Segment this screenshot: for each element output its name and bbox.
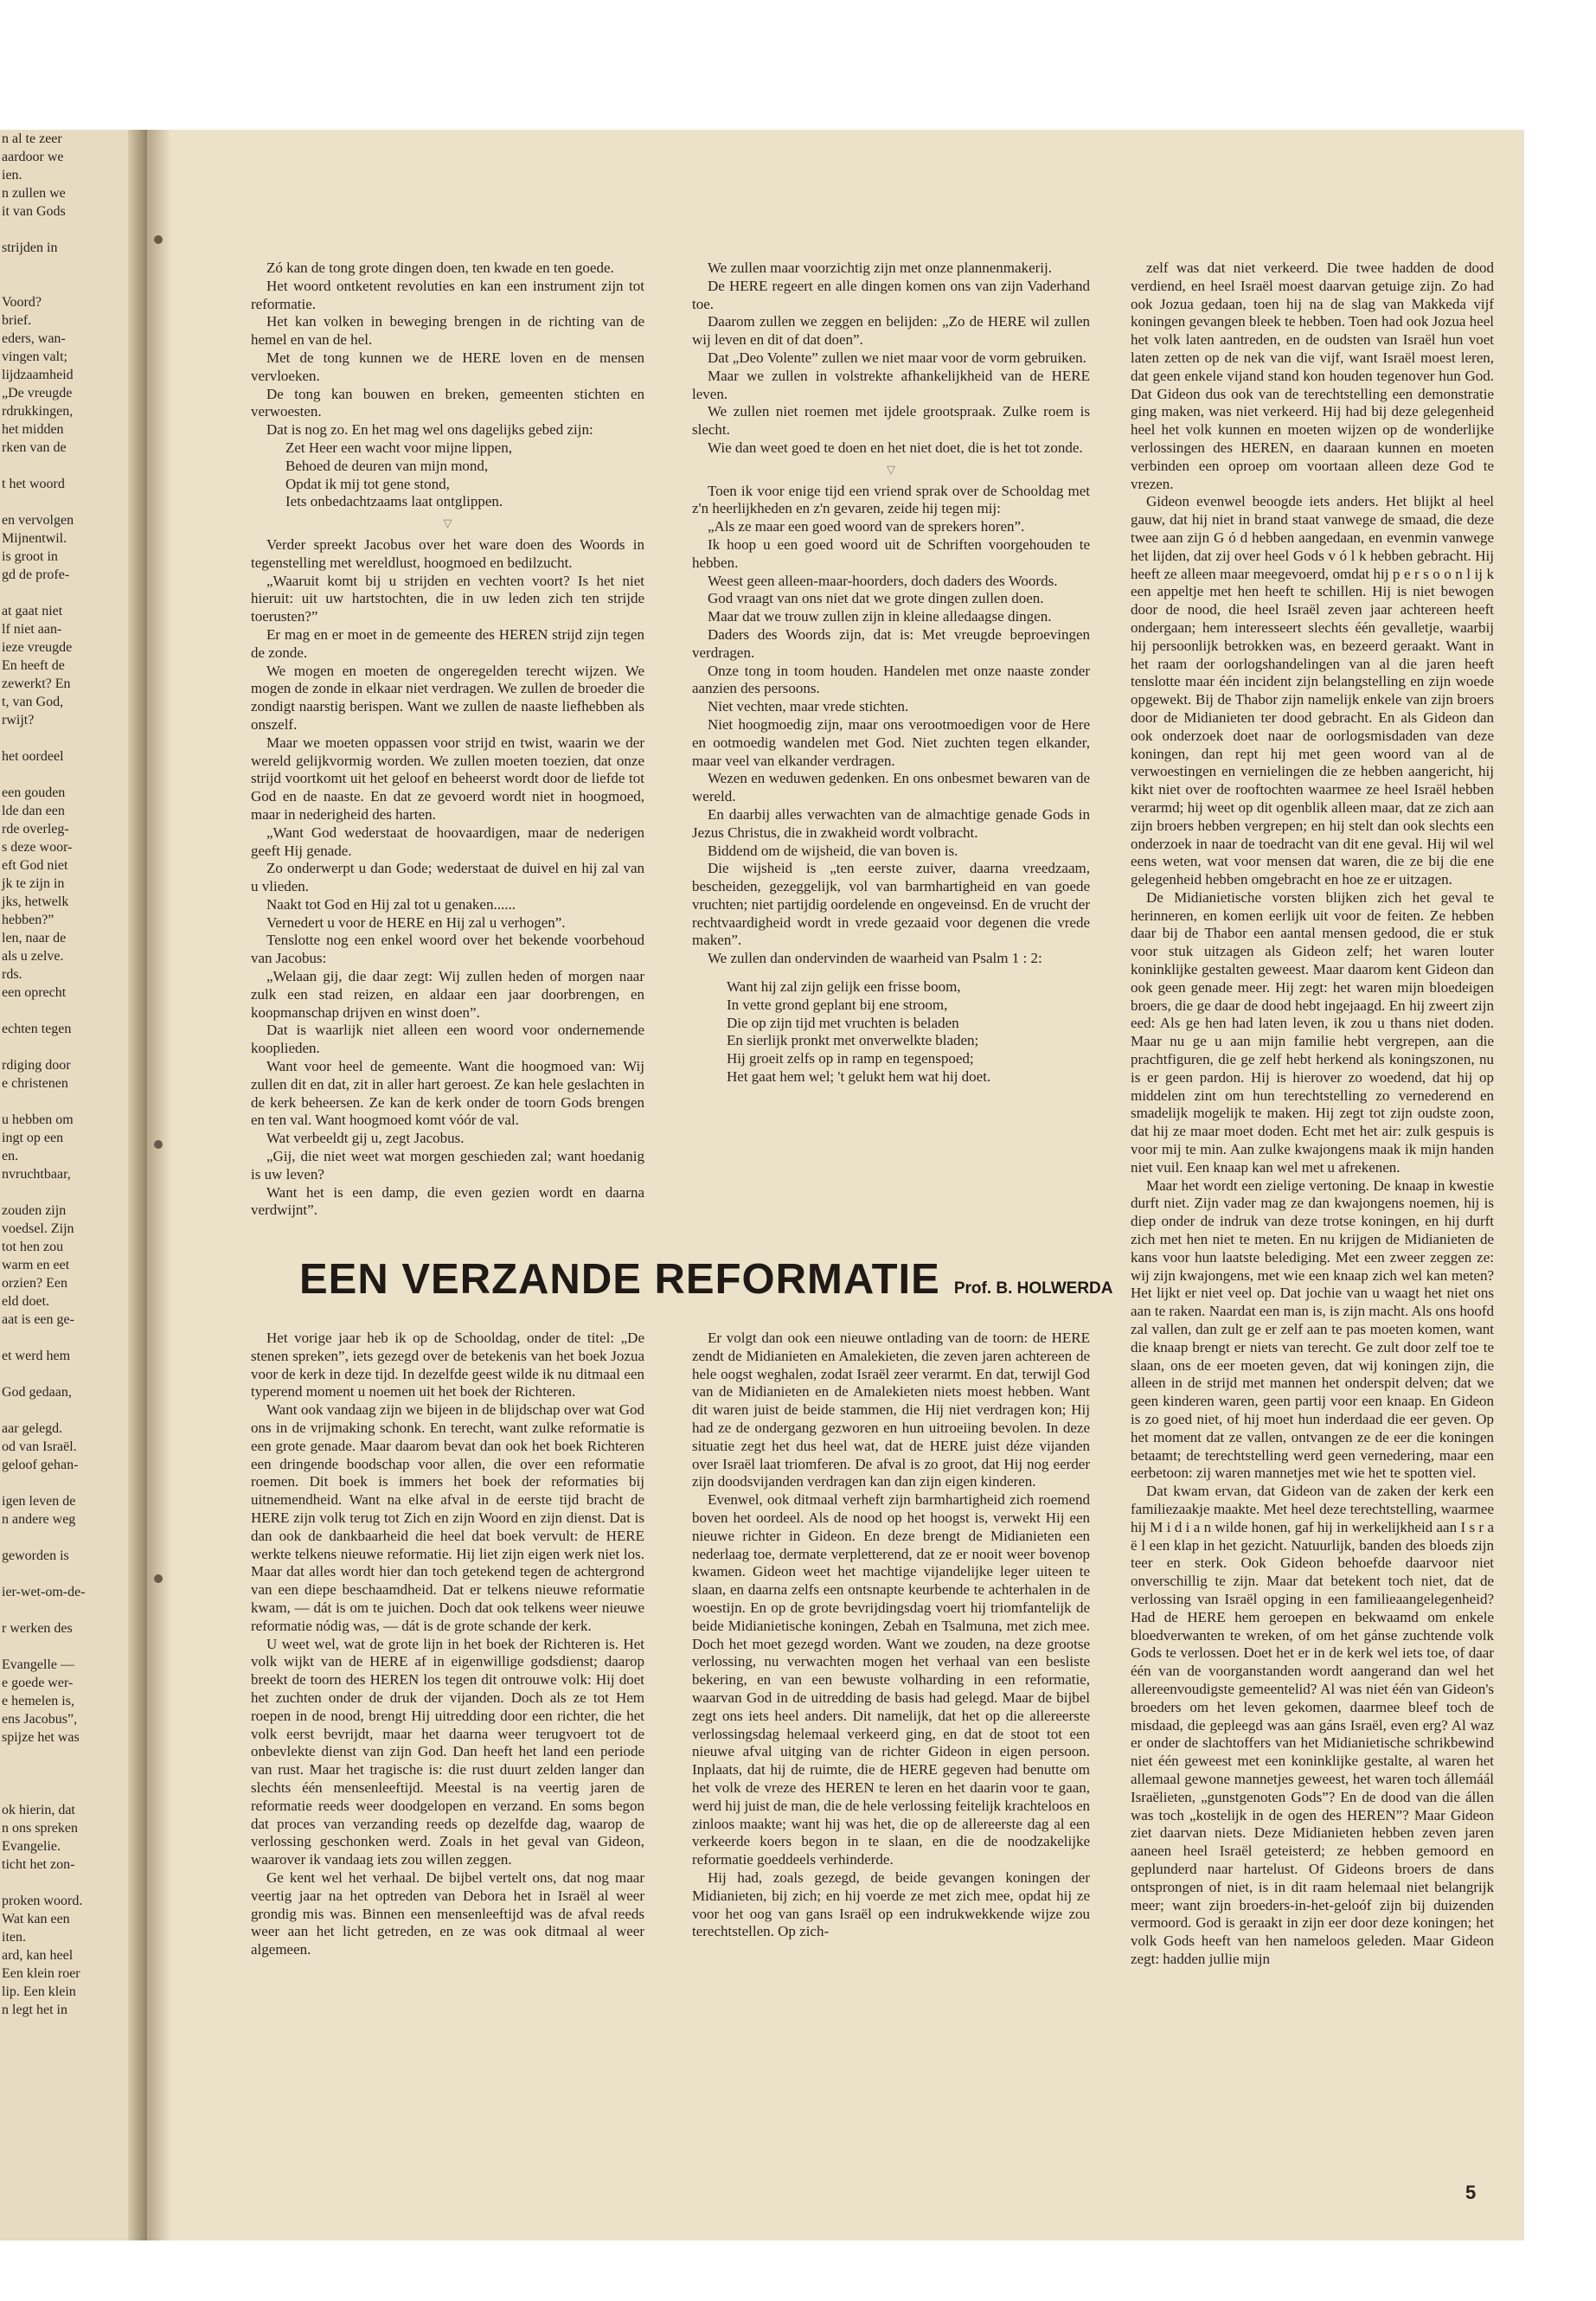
previous-page-line xyxy=(0,1038,147,1056)
column-2 xyxy=(692,260,1090,1086)
headline-author: Prof. B. HOLWERDA xyxy=(953,1279,1113,1298)
previous-page-line: als u zelve. xyxy=(2,949,64,964)
paragraph: God vraagt van ons niet dat we grote dingen zullen doen. xyxy=(708,590,1044,607)
previous-page-line: tot hen zou xyxy=(2,1240,64,1254)
previous-page-line: Evangelle — xyxy=(2,1657,74,1672)
binding-hole-mark xyxy=(154,1140,163,1149)
paragraph: Maar we zullen in volstrekte afhankelijkheid van de HERE leven. xyxy=(692,367,1090,402)
previous-page-line xyxy=(0,766,147,784)
paragraph: „Welaan gij, die daar zegt: Wij zullen heden of morgen naar zulk een stad reizen, en aldaar een jaar doorbrengen, en koopmanschap drijven en winst doen”. xyxy=(251,968,644,1021)
previous-page-line: lip. Een klein xyxy=(2,1984,76,1999)
previous-page-line xyxy=(0,1601,147,1619)
paragraph: Daders des Woords zijn, dat is: Met vreugde beproevingen verdragen. xyxy=(692,625,1090,661)
previous-page-line: En heeft de xyxy=(2,658,65,673)
previous-page-line: rken van de xyxy=(2,440,67,455)
previous-page-line: len, naar de xyxy=(2,931,67,945)
paragraph: Want ook vandaag zijn we bijeen in de blijdschap over wat God ons in de vrijmaking schonk. En terecht, want zulke reformatie is een grote genade. Maar daarom bevat dan ook het boek Richteren een dringende boodschap voor allen, die over een reformatie roemen. Dit boek is immers het boek der reformaties bij uitnemendheid. Want na elke afval in de eerste tijd bracht de HERE zijn volk terug tot Zich en zijn Woord en zijn dienst. Dat is dan ook de dankbaarheid die heel dat boek vervult: de HERE werkte telkens nieuwe reformatie. Hij liet zijn eigen werk niet los. Maar dat alles wordt hier dan toch getekend tegen de achtergrond van een diepe beschaamdheid. Dat er telkens nieuwe reformatie kwam, — dát is om te juichen. Doch dat ook telkens weer nieuwe reformatie nódig was, — dát is de grote schande der kerk. xyxy=(251,1401,644,1634)
previous-page-line: it van Gods xyxy=(2,204,66,219)
previous-page-line xyxy=(0,1474,147,1492)
section-separator: ▽ xyxy=(443,516,452,530)
newspaper-page xyxy=(149,130,1524,2240)
previous-page-line: zewerkt? En xyxy=(2,676,71,691)
previous-page-line xyxy=(0,1565,147,1583)
paragraph: Wat verbeeldt gij u, zegt Jacobus. xyxy=(266,1130,465,1147)
previous-page-line: een oprecht xyxy=(2,985,67,1000)
previous-page-line: lf niet aan- xyxy=(2,622,62,637)
section-separator: ▽ xyxy=(887,462,895,476)
previous-page-line: ien. xyxy=(2,168,22,183)
paragraphs xyxy=(251,1330,644,1959)
previous-page-line: s deze woor- xyxy=(2,840,73,855)
previous-page-line: aar gelegd. xyxy=(2,1421,63,1436)
paragraph: Het woord ontketent revoluties en kan een instrument zijn tot reformatie. xyxy=(251,277,644,312)
previous-page-line: vingen valt; xyxy=(2,349,67,364)
previous-page-line xyxy=(0,1093,147,1111)
previous-page-line xyxy=(0,257,147,275)
paragraph: Onze tong in toom houden. Handelen met onze naaste zonder aanzien des persoons. xyxy=(692,662,1090,697)
previous-page-line: ard, kan heel xyxy=(2,1948,74,1963)
verse-block xyxy=(251,439,644,511)
paragraph: Dat is waarlijk niet alleen een woord voor ondernemende kooplieden. xyxy=(251,1022,644,1057)
previous-page-line: het midden xyxy=(2,422,64,437)
previous-page-line: Een klein roer xyxy=(2,1966,80,1981)
paragraph: Niet hoogmoedig zijn, maar ons verootmoedigen voor de Here en ootmoedig wandelen met God. Niet zuchten tegen elkander, maar veel van elkander verdragen. xyxy=(692,715,1090,769)
paragraph: Want voor heel de gemeente. Want die hoogmoed van: Wij zullen dit en dat, zit in aller hart geroest. Ze kan hele geslachten in de kerk beheersen. Ze kan de kerk onder de toorn Gods brengen en ten val. Want hoogmoed komt vóór de val. xyxy=(251,1058,644,1129)
previous-page-line: ier-wet-om-de- xyxy=(2,1585,86,1599)
binding-hole-mark xyxy=(154,1574,163,1583)
paragraph: Het kan volken in beweging brengen in de richting van de hemel en van de hel. xyxy=(251,313,644,349)
previous-page-line: Evangelie. xyxy=(2,1839,61,1854)
paragraph: Dat kwam ervan, dat Gideon van de zaken der kerk een familiezaakje maakte. Met heel deze terechtstelling, waarmee hij M i d i a n wilde honen, gaf hij in werkelijkheid aan I s r a ë l een klap in het gezicht. Natuurlijk, banden des bloeds zijn teer en sterk. Ook Gideon behoefde daarvoor niet onverschillig te zijn. Maar dat betekent toch niet, dat de verlossing van Israël opging in een familieaangelegenheid? Had de HERE hem geroepen en bekwaamd om enkele bloedverwanten te wreken, of om het gánse zuchtende volk Gods te verlossen. Doet het er in de kerk wel iets toe, of daar één van de voorganstanden wordt aangerand dan wel het allereenvoudigste gemeentelid? Al was niet één van Gideon's broeders om het leven gekomen, daarmee bleef toch de misdaad, die gepleegd was aan gáns Israël, even erg? Al waz er onder de slachtoffers van het Midianietische schrikbewind niet één geweest met een koninklijke gestalte, al waren het allemaal gewone mannetjes geweest, het waren toch állemáál Israëlieten, „gunstgenoten Gods”? En de dood van die állen was toch „kostelijk in de ogen des HEREN”? Maar Gideon ziet daarvan niets. Deze Midianieten hebben zeven jaren aaneen heel Israël geteisterd; ze hebben gemoord en geplunderd naar hartelust. Of Gideons broers de dans ontsprongen of niet, is in dit raam helemaal niet belangrijk meer; want zijn broeders-in-het-geloóf zijn bij duizenden vermoord. God is geraakt in zijn eer door deze koningen; het volk Gods heeft van hen nameloos geleden. Maar Gideon zegt: hadden jullie mijn xyxy=(1131,1483,1494,1967)
previous-page-line: Mijnentwil. xyxy=(2,531,67,546)
previous-page-line: iten. xyxy=(2,1930,26,1945)
previous-page-line: brief. xyxy=(2,313,32,328)
previous-page-line: orzien? Een xyxy=(2,1276,67,1291)
previous-page-line xyxy=(0,457,147,475)
paragraph: Biddend om de wijsheid, die van boven is. xyxy=(708,842,958,859)
verse-line: Opdat ik mij tot gene stond, xyxy=(285,475,450,492)
previous-page-line xyxy=(0,493,147,511)
previous-page-line xyxy=(0,584,147,602)
previous-page-line: ieze vreugde xyxy=(2,640,73,655)
paragraph: Evenwel, ook ditmaal verheft zijn barmhartigheid zich roemend boven het oordeel. Als de nood op het hoogst is, verwekt Hij een nieuwe richter in Gideon. En deze brengt de Midianieten een nederlaag toe, dermate verpletterend, dat ze er nooit weer bovenop kwamen. Gideon weet het machtige vijandelijke leger uiteen te slaan, en daarna zelfs een ontsnapte keurbende te achterhalen in de woestijn. En op de grote bevrijdingsdag voert hij triomfantelijk de beide Midianietische koningen, Zebah en Tsalmuna, met zich mee. Doch het moet gezegd worden. Want we zouden, na deze grootse verlossing, nu verwachten mogen het verhaal van een besliste bekering, en van een bewuste volharding in een reformatie, waarvan God in de uitredding de basis had gelegd. Maar de bijbel zegt ons iets heel anders. Dit namelijk, dat het op die allereerste verlossingsdag helemaal verkeerd ging, en dat de stoot tot een nieuwe afval uitging van de richter Gideon in eigen persoon. Inplaats, dat hij de ruimte, die de HERE gegeven had benutte om het volk de vreze des HEREN te leren en het daarin voor te gaan, werd hij juist de man, die de hele verlossing feitelijk krachteloos en zinloos maakte; want hij was het, die op de allereerste dag al een verkeerde koers begon in te slaan, en die de noodzakelijke reformatie goeddeels verhinderde. xyxy=(692,1491,1090,1868)
previous-page-line: n andere weg xyxy=(2,1512,76,1527)
previous-page-line: at gaat niet xyxy=(2,604,63,619)
paragraph: De tong kan bouwen en breken, gemeenten stichten en verwoesten. xyxy=(251,385,644,420)
paragraph: We zullen niet roemen met ijdele grootspraak. Zulke roem is slecht. xyxy=(692,403,1090,439)
previous-page-line xyxy=(0,1183,147,1202)
previous-page-line xyxy=(0,275,147,293)
verse-line: Iets onbedachtzaams laat ontglippen. xyxy=(285,493,503,510)
paragraph: Het vorige jaar heb ik op de Schooldag, onder de titel: „De stenen spreken”, iets gezegd over de betekenis van het boek Jozua voor de kerk in deze tijd. In dezelfde geest wilde ik nu ditmaal een typerend moment u noemen uit het boek der Richteren. xyxy=(251,1330,644,1400)
previous-page-line xyxy=(0,1529,147,1547)
previous-page-line xyxy=(0,1638,147,1656)
previous-page-line: geloof gehan- xyxy=(2,1458,79,1472)
previous-page-line xyxy=(0,221,147,239)
previous-page-line: n al te zeer xyxy=(2,131,62,146)
paragraph: U weet wel, wat de grote lijn in het boek der Richteren is. Het volk wijkt van de HERE af in eigenwillige godsdienst; daarop breekt de toorn des HEREN los tegen dit ontrouwe volk: Hij doet het zuchten onder de druk der vijanden. Doch als ze tot Hem roepen in de nood, brengt Hij uitredding door een richter, die het volk eerst bevrijdt, maar het daarna weer terugvoert tot de onbevlekte dienst van zijn God. Dan heeft het land een periode van rust. Maar het tragische is: die rust duurt zelden langer dan slechts één mensenleeftijd. Meestal is na veertig jaren de reformatie reeds weer doodgelopen en verzand. En soms begon dat proces van verzanding reeds op dezelfde dag, waarop de verlossing geschonken werd. Zoals in het geval van Gideon, waarover ik vandaag iets zou willen zeggen. xyxy=(251,1635,644,1868)
paragraph: Wezen en weduwen gedenken. En ons onbesmet bewaren van de wereld. xyxy=(692,770,1090,805)
previous-page-line: ok hierin, dat xyxy=(2,1803,75,1817)
previous-page-line: od van Israël. xyxy=(2,1439,77,1454)
verse-line: Die op zijn tijd met vruchten is beladen xyxy=(727,1014,959,1031)
paragraphs xyxy=(692,260,1090,458)
paragraph: „Gij, die niet weet wat morgen geschieden zal; want hoedanig is uw leven? xyxy=(251,1148,644,1183)
previous-page-line: rde overleg- xyxy=(2,822,69,836)
paragraph: Er volgt dan ook een nieuwe ontlading van de toorn: de HERE zendt de Midianieten en Amalekieten, die zeven jaren achtereen de hele oogst weghalen, zodat Israël zeer verarmt. En dat, terwijl God van de Midianieten en de Amalekieten niets moest hebben. Want dit waren juist de beide stammen, die Hij niet verdragen kon; Hij had ze de ondergang gezworen en hun uitroeiing bevolen. In deze situatie zegt het dus heel wat, dat de HERE juist déze vijanden over Israël laat triomferen. De afval is zo groot, dat Hij nog eerder zijn doodsvijanden verdragen kan dan zijn eigen kinderen. xyxy=(692,1330,1090,1490)
previous-page-line: aat is een ge- xyxy=(2,1312,74,1327)
previous-page-line xyxy=(0,1365,147,1383)
paragraphs xyxy=(692,483,1090,969)
previous-page-line: ticht het zon- xyxy=(2,1857,75,1872)
previous-page-line: lde dan een xyxy=(2,804,65,818)
previous-page-line xyxy=(0,729,147,747)
column-3 xyxy=(1131,260,1494,1969)
previous-page-line: nvruchtbaar, xyxy=(2,1167,71,1182)
paragraphs xyxy=(692,1330,1090,1941)
paragraph: Maar het wordt een zielige vertoning. De knaap in kwestie durft niet. Zijn vader mag ze dan kwajongens noemen, hij is diep onder de indruk van deze trotse koningen, en hij durft zich met hen niet te meten. En nu krijgen de Midianieten de kans voor hun laatste belediging. Met een zweer zeggen ze: wij zijn kwajongens, met wie een knaap zich wel kan meten? Het lijkt er niet veel op. Dat jochie van u waagt het niet ons aan te raken. Naardat een man is, is zijn macht. Als ons hoofd zal vallen, dan zult ge er zelf aan te pas moeten komen, want die knaap brengt er niets van terecht. Ge zult door zelf toe te slaan, ons de eer moeten geven, dat wij koningen zijn, die alleen in de strijd met mannen het onderspit delven; dat we geen kinderen waren, geen partij voor een knaap. En Gideon is zo goed niet, of hij moet hun inderdaad die eer geven. Op het moment dat ze vallen, ontvangen ze de eer die koningen betaamt; de terechtstelling werd geen vernedering, maar een eerbetoon: zij waren mannetjes met wie het te spotten viel. xyxy=(1131,1176,1494,1482)
previous-page-line: geworden is xyxy=(2,1548,69,1563)
paragraph: Want het is een damp, die even gezien wordt en daarna verdwijnt”. xyxy=(251,1183,644,1219)
paragraph: Naakt tot God en Hij zal tot u genaken...... xyxy=(266,895,516,913)
previous-page-line xyxy=(0,1765,147,1783)
previous-page-line: ingt op een xyxy=(2,1131,64,1145)
previous-page-line: Wat kan een xyxy=(2,1912,70,1926)
previous-page-line: n zullen we xyxy=(2,186,66,201)
paragraph: We zullen dan ondervinden de waarheid van Psalm 1 : 2: xyxy=(708,950,1042,967)
previous-page-line: strijden in xyxy=(2,240,58,255)
paragraph: Verder spreekt Jacobus over het ware doen des Woords in tegenstelling met wereldlust, hoogmoed en bedilzucht. xyxy=(251,535,644,571)
verse-line: En sierlijk pronkt met onverwelkte bladen; xyxy=(727,1032,979,1049)
paragraph: En daarbij alles verwachten van de almachtige genade Gods in Jezus Christus, die in zwakheid wordt volbracht. xyxy=(692,805,1090,841)
psalm-verse-block xyxy=(692,978,1090,1086)
previous-page-line: en. xyxy=(2,1149,19,1163)
column-1 xyxy=(251,260,644,1220)
paragraphs xyxy=(1131,260,1494,1969)
previous-page-line: voedsel. Zijn xyxy=(2,1221,74,1236)
paragraph: We zullen maar voorzichtig zijn met onze plannenmakerij. xyxy=(708,260,1052,276)
paragraph: We mogen en moeten de ongeregelden terecht wijzen. We mogen de zonde in elkaar niet verdragen. We zullen de broeder die zondigt naarstig berispen. Want we zullen de naaste liefhebben als onszelf. xyxy=(251,662,644,733)
previous-page-line: e goede wer- xyxy=(2,1676,74,1690)
previous-page-line: n ons spreken xyxy=(2,1821,78,1836)
paragraph: Toen ik voor enige tijd een vriend sprak over de Schooldag met z'n heerlijkheden en z'n gevaren, zeide hij tegen mij: xyxy=(692,482,1090,517)
verse-line: Zet Heer een wacht voor mijne lippen, xyxy=(285,439,512,456)
previous-page-line: zouden zijn xyxy=(2,1203,67,1218)
previous-page-edge xyxy=(0,130,149,2240)
verse-line: Hij groeit zelfs op in ramp en tegenspoed; xyxy=(727,1050,974,1067)
paragraph: Daarom zullen we zeggen en belijden: „Zo de HERE wil zullen wij leven en dit of dat doen”. xyxy=(692,313,1090,349)
previous-page-line: rdiging door xyxy=(2,1058,71,1073)
paragraph: De Midianietische vorsten blijken zich het geval te herinneren, en komen eerlijk uit voor de feiten. Ze hebben daar bij de Thabor een aantal mensen gedood, die er stuk voor stuk uitzagen als Gideon zelf; het waren louter koninklijke gestalten geweest. Maar daarom kent Gideon dan ook geen genade meer. Hij zegt: het waren mijn bloedeigen broers, die ge daar de dood hebt ingejaagd. En hij zweert zijn eed: Als ge hen had laten leven, ik zou u thans niet doden. Maar nu ge u aan mijn familie hebt vergrepen, aan die prachtfiguren, die ge zelf hebt herkend als koningszonen, nu is er geen pardon. Hij is hierover zo woedend, dat hij op middelen zint om hun terechtstelling zo vernederend en smadelijk mogelijk te maken. Hij zegt tot zijn oudste zoon, dat hij ze maar moet doden. Echt met het air: zulk gespuis is voor mij te min. Aan zulke kwajongens maak ik mijn handen niet vuil. Een knaap kan wel met u afrekenen. xyxy=(1131,888,1494,1176)
paragraph: Maar dat we trouw zullen zijn in kleine alledaagse dingen. xyxy=(708,608,1052,625)
previous-page-line: eders, wan- xyxy=(2,331,66,346)
paragraph: Maar we moeten oppassen voor strijd en twist, waarin we der wereld gelijkvormig worden. We zullen moeten toezien, dat onze strijd voortkomt uit het geloof en beheerst wordt door de liefde tot God en de naaste. En dat ze gevoerd wordt niet in hoogmoed, maar in nederigheid des harten. xyxy=(251,734,644,823)
previous-page-line: eft God niet xyxy=(2,858,68,873)
previous-page-line xyxy=(0,1329,147,1347)
paragraph: Zó kan de tong grote dingen doen, ten kwade en ten goede. xyxy=(266,260,614,276)
previous-page-line: eld doet. xyxy=(2,1294,50,1309)
previous-page-line: jks, hetwelk xyxy=(2,894,69,909)
page-gutter xyxy=(128,130,147,2240)
previous-page-line: n legt het in xyxy=(2,2003,67,2017)
previous-page-line: e hemelen is, xyxy=(2,1694,74,1708)
paragraph: Ge kent wel het verhaal. De bijbel vertelt ons, dat nog maar veertig jaar na het optreden van Debora het in Israël al weer grondig mis was. Binnen een mensenleeftijd was de afval reeds weer aan het licht getreden, en ze was ook ditmaal al weer algemeen. xyxy=(251,1868,644,1958)
paragraphs xyxy=(251,260,644,439)
paragraph: Er mag en er moet in de gemeente des HEREN strijd zijn tegen de zonde. xyxy=(251,625,644,661)
previous-page-line: rds. xyxy=(2,967,22,982)
previous-page-line: gd de profe- xyxy=(2,567,70,582)
verse-line: In vette grond geplant bij ene stroom, xyxy=(727,996,948,1013)
previous-page-line: is groot in xyxy=(2,549,58,564)
previous-page-line xyxy=(0,1874,147,1892)
paragraph: „Als ze maar een goed woord van de sprekers horen”. xyxy=(708,518,1025,535)
previous-page-line: u hebben om xyxy=(2,1112,74,1127)
binding-hole-mark xyxy=(154,235,163,244)
paragraph: Niet vechten, maar vrede stichten. xyxy=(708,698,909,715)
paragraph: Tenslotte nog een enkel woord over het bekende voorbehoud van Jacobus: xyxy=(251,932,644,967)
paragraph: zelf was dat niet verkeerd. Die twee hadden de dood verdiend, en heel Israël moest daarvan getuige zijn. Zo had ook Jozua gedaan, toen hij na de slag van Makkeda vijf koningen gevangen bleek te hebben. Toen had ook Jozua heel het volk laten aantreden, en de oudsten van Israël hun voet laten zetten op de nek van die vijf, want Israël moest leren, dat geen enkele vijand stand kon houden tegenover hun God. Dat Gideon dus ook van de terechtstelling een demonstratie ging maken, was niet verkeerd. Hij had bij deze gelegenheid heel het volk kunnen en moeten wijzen op de wonderlijke verlossingen des HEREN, en daaraan kunnen en moeten verbinden een oproep om voortaan alleen deze God te vrezen. xyxy=(1131,260,1494,492)
paragraph: Wie dan weet goed te doen en het niet doet, die is het tot zonde. xyxy=(708,439,1083,456)
previous-page-line: ens Jacobus”, xyxy=(2,1712,78,1727)
previous-page-line: het oordeel xyxy=(2,749,64,764)
paragraph: Gideon evenwel beoogde iets anders. Het blijkt al heel gauw, dat hij niet in brand staat vanwege de smaad, die deze twee aan zijn G ó d hebben aangedaan, en evenmin vanwege het lijden, dat zij over heel Gods v ó l k hebben gebracht. Hij heeft ze alleen maar meegevoerd, omdat hij p e r s o o n l ij k een appeltje met hen heeft te schillen. Hij is niet bewogen door de nood, die heel Israël zeven jaar achtereen heeft ondergaan; hem interesseert slechts één gevalletje, waarbij hij persoonlijk betrokken was, en bezeerd geraakt. Want in het raam der oorlogshandelingen van al die jaren heeft tenslotte maar één incident zijn belangstelling en zijn woede opgewekt. Bij de Thabor zijn namelijk enkele van zijn broers door de Midianieten ter dood gebracht. En als Gideon dan ook onderzoek doet naar de oorlogsmisdaden van deze koningen, dan rept hij met geen woord van al de verwoestingen en vernielingen die ze hebben aangericht, hij kikt niet over de rooftochten waarmee ze heel Israël hebben verarmd; hij weet op dit ogenblik alleen maar, dat ze zich aan zijn broers hebben vergrepen; en hij stelt dan ook slechts een onderzoek in naar de toedracht van dit ene geval. Hij wil wel eens weten, wat voor mensen dat waren, die ze bij die ene gelegenheid hebben omgebracht en hoe ze er uitzagen. xyxy=(1131,493,1494,888)
previous-page-line: God gedaan, xyxy=(2,1385,72,1400)
previous-page-line: Voord? xyxy=(2,295,42,310)
paragraph: Die wijsheid is „ten eerste zuiver, daarna vreedzaam, bescheiden, gezeggelijk, vol van barmhartigheid en van goede vruchten; niet partijdig oordelende en ongeveinsd. En de vrucht der rechtvaardigheid wordt in vrede gezaaid voor degenen die vrede maken”. xyxy=(692,860,1090,949)
headline-title: EEN VERZANDE REFORMATIE xyxy=(299,1256,940,1303)
paragraph: Vernedert u voor de HERE en Hij zal u verhogen”. xyxy=(266,913,566,931)
paragraphs xyxy=(251,536,644,1220)
previous-page-line: proken woord. xyxy=(2,1894,83,1908)
previous-page-line: rdrukkingen, xyxy=(2,404,74,419)
verse-line: Het gaat hem wel; 't gelukt hem wat hij doet. xyxy=(727,1068,991,1086)
paragraph: „Want God wederstaat de hoovaardigen, maar de nederigen geeft Hij genade. xyxy=(251,824,644,859)
previous-page-line: aardoor we xyxy=(2,150,64,164)
paragraph: De HERE regeert en alle dingen komen ons van zijn Vaderhand toe. xyxy=(692,277,1090,312)
previous-page-line xyxy=(0,1783,147,1801)
previous-page-line: en vervolgen xyxy=(2,513,74,528)
previous-page-line xyxy=(0,1401,147,1420)
previous-page-line: e christenen xyxy=(2,1076,68,1091)
previous-page-line: et werd hem xyxy=(2,1349,71,1363)
previous-page-line: r werken des xyxy=(2,1621,73,1636)
paragraph: Zo onderwerpt u dan Gode; wederstaat de duivel en hij zal van u vlieden. xyxy=(251,860,644,895)
article-headline xyxy=(299,1255,1113,1309)
paragraph: „Waaruit komt bij u strijden en vechten voort? Is het niet hieruit: uit uw hartstochten, die in uw leden zich ten strijde toerusten?” xyxy=(251,572,644,625)
previous-page-line: igen leven de xyxy=(2,1494,76,1509)
paragraph: Dat „Deo Volente” zullen we niet maar voor de vorm gebruiken. xyxy=(708,349,1086,366)
page-shadow xyxy=(149,130,171,2240)
article-column-2 xyxy=(692,1330,1090,1941)
page-number: 5 xyxy=(1465,2182,1477,2203)
previous-page-line xyxy=(0,1747,147,1765)
previous-page-line: t, van God, xyxy=(2,695,64,709)
paragraph: Ik hoop u een goed woord uit de Schriften voorgehouden te hebben. xyxy=(692,535,1090,571)
verse-line: Behoed de deuren van mijn mond, xyxy=(285,457,489,474)
previous-page-line: hebben?” xyxy=(2,913,54,927)
previous-page-text xyxy=(0,130,147,2019)
previous-page-line: een gouden xyxy=(2,785,66,800)
verse-line: Want hij zal zijn gelijk een frisse boom, xyxy=(727,978,961,996)
previous-page-line: echten tegen xyxy=(2,1022,72,1036)
previous-page-line xyxy=(0,1002,147,1020)
previous-page-line: rwijt? xyxy=(2,713,35,727)
paragraph: Hij had, zoals gezegd, de beide gevangen koningen der Midianieten, bij zich; en hij voerde ze met zich mee, opdat hij ze voor het oog van gans Israël op een indrukwekkende wijze zou terechtstellen. Op zich- xyxy=(692,1868,1090,1940)
paragraph: Dat is nog zo. En het mag wel ons dagelijks gebed zijn: xyxy=(266,421,593,439)
previous-page-line: t het woord xyxy=(2,477,65,491)
article-column-1 xyxy=(251,1330,644,1959)
paragraph: Met de tong kunnen we de HERE loven en de mensen vervloeken. xyxy=(251,349,644,384)
previous-page-line: lijdzaamheid xyxy=(2,368,74,382)
paragraph: Weest geen alleen-maar-hoorders, doch daders des Woords. xyxy=(708,572,1058,589)
previous-page-line: spijze het was xyxy=(2,1730,80,1745)
previous-page-line: jk te zijn in xyxy=(2,876,65,891)
previous-page-line: warm en eet xyxy=(2,1258,70,1272)
previous-page-line: „De vreugde xyxy=(2,386,73,401)
